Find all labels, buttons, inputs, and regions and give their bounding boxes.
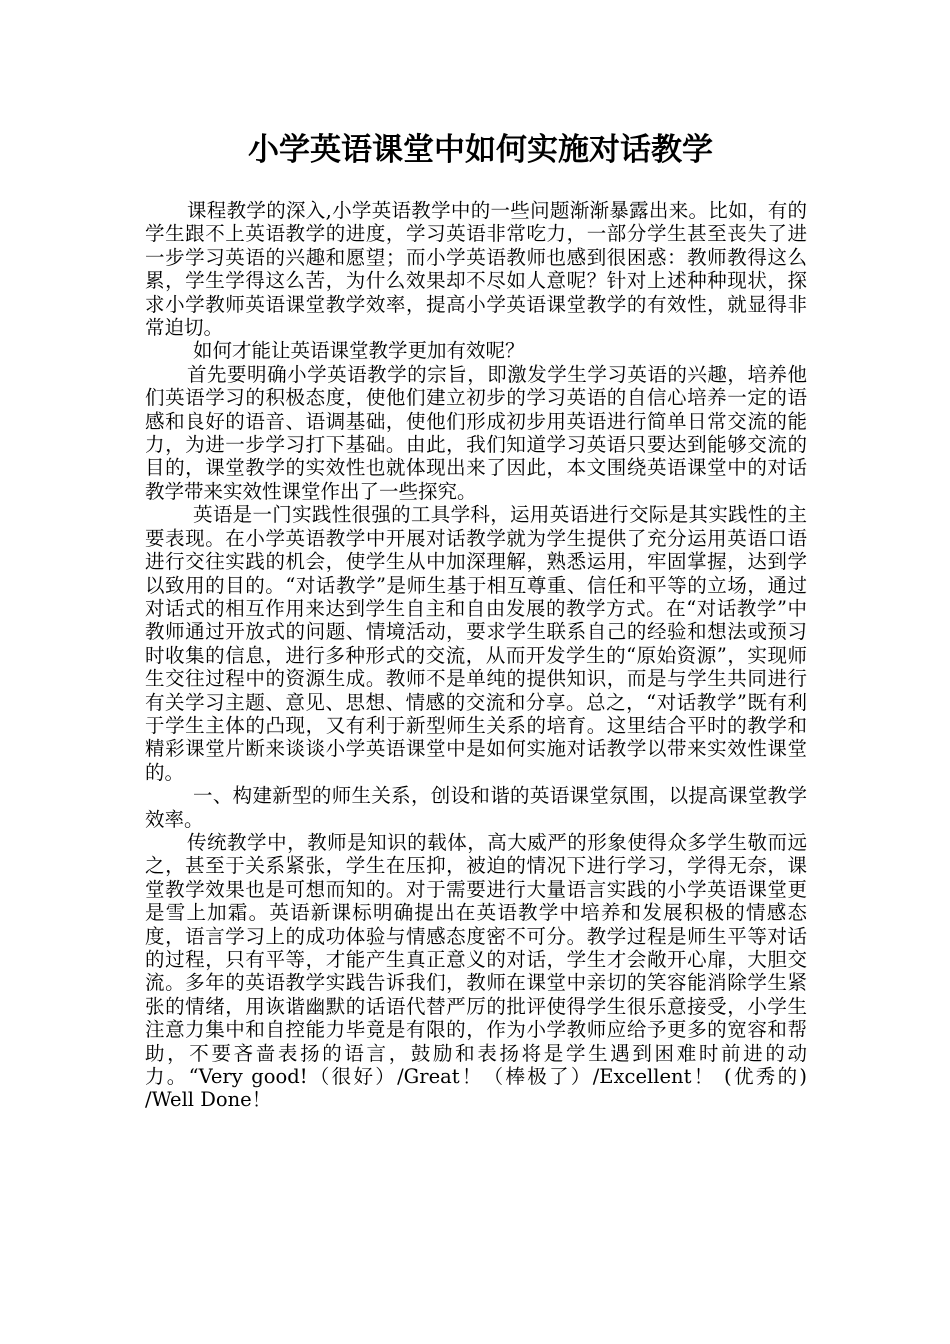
paragraph-dialogue-teaching: 英语是一门实践性很强的工具学科，运用英语进行交际是其实践性的主要表现。在小学英语教学中开展对话教学就为学生提供了充分运用英语口语进行交往实践的机会，使学生从中加深理解，熟悉运用，牢固掌握，达到学以致用的目的。“对话教学”是师生基于相互尊重、信任和平等的立场，通过对话式的相互作用来达到学生自主和自由发展的教学方式。在“对话教学”中教师通过开放式的问题、情境活动，要求学生联系自己的经验和想法或预习时收集的信息，进行多种形式的交流，从而开发学生的“原始资源”，实现师生交往过程中的资源生成。教师不是单纯的提供知识，而是与学生共同进行有关学习主题、意见、思想、情感的交流和分享。总之，“对话教学”既有利于学生主体的凸现，又有利于新型师生关系的培育。这里结合平时的教学和精彩课堂片断来谈谈小学英语课堂中是如何实施对话教学以带来实效性课堂的。	[145, 503, 807, 784]
paragraph-question: 如何才能让英语课堂教学更加有效呢？	[193, 339, 525, 363]
paragraph-purpose: 首先要明确小学英语教学的宗旨，即激发学生学习英语的兴趣，培养他们英语学习的积极态度，使他们建立初步的学习英语的自信心培养一定的语感和良好的语音、语调基础，使他们形成初步用英语进行简单日常交流的能力，为进一步学习打下基础。由此，我们知道学习英语只要达到能够交流的目的，课堂教学的实效性也就体现出来了因此，本文围绕英语课堂中的对话教学带来实效性课堂作出了一些探究。	[145, 362, 807, 503]
document-body	[145, 199, 807, 1112]
document-title: 小学英语课堂中如何实施对话教学	[248, 132, 713, 168]
paragraph-traditional-teaching: 传统教学中，教师是知识的载体，高大威严的形象使得众多学生敬而远之，甚至于关系紧张，学生在压抑，被迫的情况下进行学习，学得无奈，课堂教学效果也是可想而知的。对于需要进行大量语言实践的小学英语课堂更是雪上加霜。英语新课标明确提出在英语教学中培养和发展积极的情感态度，语言学习上的成功体验与情感态度密不可分。教学过程是师生平等对话的过程，只有平等，才能产生真正意义的对话，学生才会敞开心扉，大胆交流。多年的英语教学实践告诉我们，教师在课堂中亲切的笑容能消除学生紧张的情绪，用诙谐幽默的话语代替严厉的批评使得学生很乐意接受，小学生注意力集中和自控能力毕竟是有限的，作为小学教师应给予更多的宽容和帮助，不要吝啬表扬的语言，鼓励和表扬将是学生遇到困难时前进的动力。“Very good!（很好）/Great！（棒极了）/Excellent！ (优秀的) /Well Done！	[145, 830, 807, 1112]
paragraph-intro: 课程教学的深入,小学英语教学中的一些问题渐渐暴露出来。比如，有的学生跟不上英语教学的进度，学习英语非常吃力，一部分学生甚至丧失了进一步学习英语的兴趣和愿望；而小学英语教师也感到很困惑：教师教得这么累，学生学得这么苦，为什么效果却不尽如人意呢？针对上述种种现状，探求小学教师英语课堂教学效率，提高小学英语课堂教学的有效性，就显得非常迫切。	[145, 199, 807, 340]
section-heading-1: 一、构建新型的师生关系，创设和谐的英语课堂氛围，以提高课堂教学效率。	[145, 784, 807, 831]
